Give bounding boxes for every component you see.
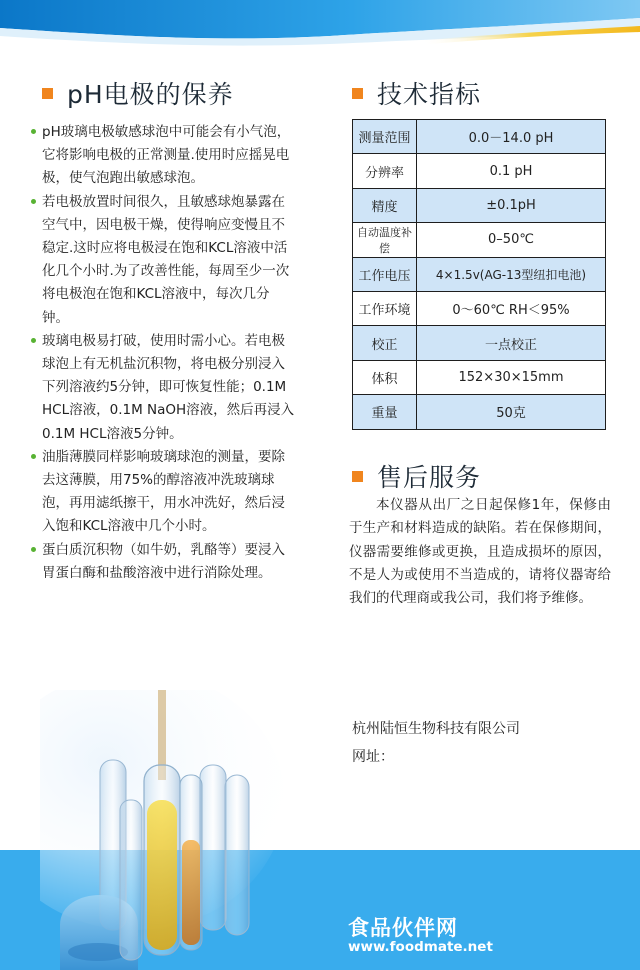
spec-label: 测量范围 <box>353 120 417 154</box>
care-title-text: pH电极的保养 <box>67 80 234 109</box>
spec-row <box>353 257 606 291</box>
orange-square-icon <box>352 88 363 99</box>
spec-value: 一点校正 <box>417 326 606 360</box>
spec-value: 152×30×15mm <box>417 360 606 394</box>
watermark-name: 食品伙伴网 <box>348 916 458 940</box>
after-sales-title-text: 售后服务 <box>377 463 482 492</box>
spec-row <box>353 120 606 154</box>
spec-row <box>353 360 606 394</box>
spec-label: 工作电压 <box>353 257 417 291</box>
spec-value: 0.0－14.0 pH <box>417 120 606 154</box>
spec-value: 4×1.5v(AG-13型纽扣电池) <box>417 257 606 291</box>
care-item: 玻璃电极易打破，使用时需小心。若电极球泡上有无机盐沉积物，将电极分别浸入下列溶液约5分钟，即可恢复性能；0.1M HCL溶液，0.1M NaOH溶液，然后再浸入0.1M HCL溶液5分钟。 <box>30 330 295 446</box>
spec-row <box>353 154 606 188</box>
spec-label: 重量 <box>353 395 417 429</box>
spec-row <box>353 291 606 325</box>
care-item: 蛋白质沉积物（如牛奶，乳酪等）要浸入胃蛋白酶和盐酸溶液中进行消除处理。 <box>30 539 295 585</box>
website-label: 网址： <box>352 749 394 765</box>
care-section-title <box>42 75 234 111</box>
spec-value: 0.1 pH <box>417 154 606 188</box>
orange-square-icon <box>42 88 53 99</box>
care-item: 油脂薄膜同样影响玻璃球泡的测量，要除去这薄膜，用75%的醇溶液冲洗玻璃球泡，再用滤纸擦干，用水冲洗好，然后浸入饱和KCL溶液中几个小时。 <box>30 446 295 539</box>
spec-label: 工作环境 <box>353 291 417 325</box>
watermark-url: www.foodmate.net <box>348 939 493 955</box>
spec-label: 分辨率 <box>353 154 417 188</box>
spec-row <box>353 395 606 429</box>
spec-value: 50克 <box>417 395 606 429</box>
spec-label: 校正 <box>353 326 417 360</box>
spec-label: 精度 <box>353 188 417 222</box>
spec-row <box>353 223 606 257</box>
spec-value: 0～60℃ RH＜95% <box>417 291 606 325</box>
care-item: pH玻璃电极敏感球泡中可能会有小气泡，它将影响电极的正常测量.使用时应摇晃电极，使气泡跑出敏感球泡。 <box>30 121 295 191</box>
care-item: 若电极放置时间很久，且敏感球炮暴露在空气中，因电极干燥，使得响应变慢且不稳定.这时应将电极浸在饱和KCL溶液中活化几个小时.为了改善性能，每周至少一次将电极泡在饱和KCL溶液中，每次几分钟。 <box>30 191 295 330</box>
spec-label: 自动温度补偿 <box>353 223 417 257</box>
spec-value: ±0.1pH <box>417 188 606 222</box>
spec-label: 体积 <box>353 360 417 394</box>
spec-row <box>353 326 606 360</box>
specs-title-text: 技术指标 <box>377 80 482 109</box>
after-sales-text: 本仪器从出厂之日起保修1年，保修由于生产和材料造成的缺陷。若在保修期间，仪器需要维修或更换，且造成损坏的原因，不是人为或使用不当造成的，请将仪器寄给我们的代理商或我公司，我们将予维修。 <box>349 497 611 607</box>
after-sales-section-title <box>352 458 481 494</box>
specs-table <box>352 119 606 430</box>
website-row <box>352 746 394 766</box>
top-wave-decoration <box>0 0 640 55</box>
spec-row <box>353 188 606 222</box>
orange-square-icon <box>352 471 363 482</box>
specs-section-title <box>352 75 481 111</box>
care-list <box>30 121 295 585</box>
test-tubes-image <box>40 690 290 970</box>
company-name: 杭州陆恒生物科技有限公司 <box>352 721 520 737</box>
spec-value: 0–50℃ <box>417 223 606 257</box>
